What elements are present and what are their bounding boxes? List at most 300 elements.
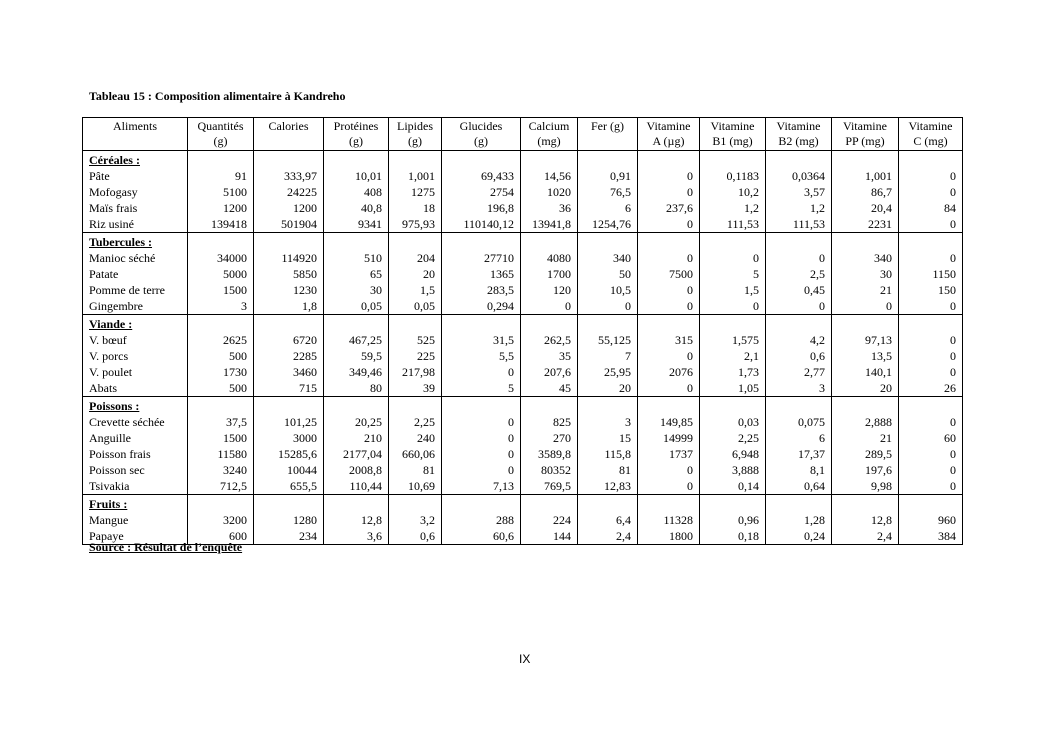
value-cell: 9341	[324, 216, 389, 233]
value-cell: 3,2	[389, 512, 442, 528]
value-cell: 55,125	[578, 332, 638, 348]
empty-cell	[254, 397, 324, 415]
header-row	[83, 118, 963, 151]
value-cell: 0	[832, 298, 899, 315]
value-cell: 2625	[188, 332, 254, 348]
empty-cell	[521, 151, 578, 169]
empty-cell	[188, 233, 254, 251]
table-title: Tableau 15 : Composition alimentaire à Kandreho	[89, 89, 346, 103]
value-cell: 150	[899, 282, 963, 298]
value-cell: 3	[188, 298, 254, 315]
value-cell: 2,25	[700, 430, 766, 446]
value-cell: 0,45	[766, 282, 832, 298]
value-cell: 0	[638, 462, 700, 478]
value-cell: 97,13	[832, 332, 899, 348]
group-header-row	[83, 233, 963, 251]
column-header-unit: C (mg)	[913, 134, 948, 148]
table-row	[83, 332, 963, 348]
empty-cell	[899, 233, 963, 251]
value-cell: 21	[832, 282, 899, 298]
column-header-unit: PP (mg)	[845, 134, 885, 148]
value-cell: 1,05	[700, 380, 766, 397]
empty-cell	[638, 151, 700, 169]
empty-cell	[899, 315, 963, 333]
value-cell: 10,01	[324, 168, 389, 184]
value-cell: 1280	[254, 512, 324, 528]
value-cell: 1365	[442, 266, 521, 282]
food-name-cell: V. bœuf	[83, 332, 188, 348]
value-cell: 500	[188, 380, 254, 397]
value-cell: 5000	[188, 266, 254, 282]
value-cell: 80352	[521, 462, 578, 478]
empty-cell	[832, 233, 899, 251]
table-row	[83, 512, 963, 528]
empty-cell	[188, 315, 254, 333]
empty-cell	[638, 315, 700, 333]
food-name-cell: Gingembre	[83, 298, 188, 315]
food-name-cell: Mofogasy	[83, 184, 188, 200]
value-cell: 510	[324, 250, 389, 266]
group-label: Poissons :	[83, 397, 188, 415]
empty-cell	[766, 233, 832, 251]
value-cell: 4080	[521, 250, 578, 266]
value-cell: 50	[578, 266, 638, 282]
value-cell: 2,888	[832, 414, 899, 430]
value-cell: 0	[899, 446, 963, 462]
value-cell: 0,075	[766, 414, 832, 430]
value-cell: 196,8	[442, 200, 521, 216]
source-note: Source : Résultat de l’enquête	[89, 540, 243, 554]
value-cell: 39	[389, 380, 442, 397]
value-cell: 217,98	[389, 364, 442, 380]
empty-cell	[442, 151, 521, 169]
empty-cell	[389, 315, 442, 333]
value-cell: 0,6	[389, 528, 442, 545]
value-cell: 3,6	[324, 528, 389, 545]
value-cell: 10,2	[700, 184, 766, 200]
group-header-row	[83, 397, 963, 415]
empty-cell	[324, 397, 389, 415]
value-cell: 7	[578, 348, 638, 364]
empty-cell	[188, 397, 254, 415]
value-cell: 0	[638, 282, 700, 298]
table-row	[83, 250, 963, 266]
column-header-line: Vitamine	[646, 119, 691, 133]
value-cell: 500	[188, 348, 254, 364]
value-cell: 210	[324, 430, 389, 446]
empty-cell	[899, 151, 963, 169]
value-cell: 0,64	[766, 478, 832, 495]
value-cell: 0,6	[766, 348, 832, 364]
value-cell: 4,2	[766, 332, 832, 348]
empty-cell	[324, 315, 389, 333]
value-cell: 1,001	[832, 168, 899, 184]
group-label: Viande :	[83, 315, 188, 333]
column-header-line: Vitamine	[908, 119, 953, 133]
value-cell: 14999	[638, 430, 700, 446]
empty-cell	[389, 151, 442, 169]
column-header-unit: (g)	[213, 134, 228, 148]
empty-cell	[766, 315, 832, 333]
food-name-cell: Anguille	[83, 430, 188, 446]
empty-cell	[324, 233, 389, 251]
empty-cell	[700, 233, 766, 251]
value-cell: 340	[578, 250, 638, 266]
table-row	[83, 282, 963, 298]
value-cell: 715	[254, 380, 324, 397]
value-cell: 139418	[188, 216, 254, 233]
value-cell: 2,5	[766, 266, 832, 282]
value-cell: 5100	[188, 184, 254, 200]
value-cell: 3,57	[766, 184, 832, 200]
value-cell: 1,001	[389, 168, 442, 184]
value-cell: 20,25	[324, 414, 389, 430]
value-cell: 21	[832, 430, 899, 446]
column-header-line: Lipides	[397, 119, 433, 133]
empty-cell	[254, 151, 324, 169]
value-cell: 1500	[188, 430, 254, 446]
value-cell: 14,56	[521, 168, 578, 184]
value-cell: 86,7	[832, 184, 899, 200]
food-name-cell: Maïs frais	[83, 200, 188, 216]
value-cell: 0	[638, 348, 700, 364]
value-cell: 1200	[188, 200, 254, 216]
value-cell: 65	[324, 266, 389, 282]
value-cell: 37,5	[188, 414, 254, 430]
value-cell: 10,5	[578, 282, 638, 298]
empty-cell	[578, 151, 638, 169]
column-header	[188, 118, 254, 151]
value-cell: 384	[899, 528, 963, 545]
empty-cell	[578, 233, 638, 251]
empty-cell	[389, 495, 442, 513]
value-cell: 81	[389, 462, 442, 478]
value-cell: 1,575	[700, 332, 766, 348]
value-cell: 0,18	[700, 528, 766, 545]
value-cell: 13,5	[832, 348, 899, 364]
empty-cell	[766, 397, 832, 415]
value-cell: 467,25	[324, 332, 389, 348]
column-header	[442, 118, 521, 151]
value-cell: 1,73	[700, 364, 766, 380]
value-cell: 111,53	[766, 216, 832, 233]
column-header-line: Protéines	[333, 119, 379, 133]
value-cell: 655,5	[254, 478, 324, 495]
value-cell: 289,5	[832, 446, 899, 462]
value-cell: 0	[899, 298, 963, 315]
empty-cell	[832, 397, 899, 415]
value-cell: 0	[442, 364, 521, 380]
value-cell: 0	[521, 298, 578, 315]
empty-cell	[521, 233, 578, 251]
value-cell: 1150	[899, 266, 963, 282]
value-cell: 349,46	[324, 364, 389, 380]
value-cell: 12,8	[324, 512, 389, 528]
food-name-cell: Tsivakia	[83, 478, 188, 495]
table-row	[83, 414, 963, 430]
table-row	[83, 364, 963, 380]
column-header	[324, 118, 389, 151]
value-cell: 2285	[254, 348, 324, 364]
food-name-cell: Crevette séchée	[83, 414, 188, 430]
page-number: IX	[519, 652, 531, 666]
value-cell: 2008,8	[324, 462, 389, 478]
column-header-unit: B2 (mg)	[778, 134, 819, 148]
value-cell: 110,44	[324, 478, 389, 495]
food-name-cell: Patate	[83, 266, 188, 282]
value-cell: 224	[521, 512, 578, 528]
value-cell: 13941,8	[521, 216, 578, 233]
value-cell: 0,91	[578, 168, 638, 184]
value-cell: 3	[578, 414, 638, 430]
value-cell: 1700	[521, 266, 578, 282]
empty-cell	[521, 397, 578, 415]
column-header-line: Calories	[268, 119, 309, 133]
value-cell: 34000	[188, 250, 254, 266]
value-cell: 111,53	[700, 216, 766, 233]
empty-cell	[254, 495, 324, 513]
value-cell: 10,69	[389, 478, 442, 495]
value-cell: 12,8	[832, 512, 899, 528]
value-cell: 0	[899, 332, 963, 348]
column-header	[766, 118, 832, 151]
value-cell: 26	[899, 380, 963, 397]
column-header	[578, 118, 638, 151]
table-row	[83, 380, 963, 397]
value-cell: 84	[899, 200, 963, 216]
value-cell: 11580	[188, 446, 254, 462]
value-cell: 207,6	[521, 364, 578, 380]
empty-cell	[254, 233, 324, 251]
column-header	[638, 118, 700, 151]
empty-cell	[700, 397, 766, 415]
column-header	[700, 118, 766, 151]
value-cell: 0	[899, 184, 963, 200]
value-cell: 825	[521, 414, 578, 430]
value-cell: 225	[389, 348, 442, 364]
value-cell: 1800	[638, 528, 700, 545]
value-cell: 0	[899, 216, 963, 233]
column-header-unit: A (µg)	[652, 134, 685, 148]
empty-cell	[832, 495, 899, 513]
value-cell: 0	[899, 168, 963, 184]
value-cell: 237,6	[638, 200, 700, 216]
food-name-cell: Mangue	[83, 512, 188, 528]
column-header-line: Glucides	[459, 119, 503, 133]
group-header-row	[83, 495, 963, 513]
value-cell: 10044	[254, 462, 324, 478]
table-row	[83, 266, 963, 282]
empty-cell	[700, 495, 766, 513]
empty-cell	[638, 397, 700, 415]
value-cell: 262,5	[521, 332, 578, 348]
value-cell: 91	[188, 168, 254, 184]
empty-cell	[324, 151, 389, 169]
column-header-line: Calcium	[528, 119, 570, 133]
value-cell: 0,05	[324, 298, 389, 315]
group-label: Céréales :	[83, 151, 188, 169]
value-cell: 6720	[254, 332, 324, 348]
value-cell: 1500	[188, 282, 254, 298]
value-cell: 5	[700, 266, 766, 282]
value-cell: 0	[899, 250, 963, 266]
table-row	[83, 462, 963, 478]
value-cell: 60,6	[442, 528, 521, 545]
food-name-cell: Pomme de terre	[83, 282, 188, 298]
value-cell: 0	[578, 298, 638, 315]
value-cell: 1230	[254, 282, 324, 298]
value-cell: 3	[766, 380, 832, 397]
value-cell: 0	[638, 478, 700, 495]
value-cell: 2754	[442, 184, 521, 200]
value-cell: 660,06	[389, 446, 442, 462]
value-cell: 110140,12	[442, 216, 521, 233]
table-row	[83, 216, 963, 233]
value-cell: 0	[899, 478, 963, 495]
column-header-line: Vitamine	[710, 119, 755, 133]
empty-cell	[578, 495, 638, 513]
empty-cell	[766, 151, 832, 169]
value-cell: 15	[578, 430, 638, 446]
empty-cell	[442, 495, 521, 513]
value-cell: 6	[766, 430, 832, 446]
value-cell: 0	[442, 414, 521, 430]
value-cell: 0,05	[389, 298, 442, 315]
value-cell: 1,5	[700, 282, 766, 298]
value-cell: 0	[638, 298, 700, 315]
value-cell: 20	[832, 380, 899, 397]
value-cell: 2177,04	[324, 446, 389, 462]
value-cell: 7500	[638, 266, 700, 282]
food-name-cell: Poisson frais	[83, 446, 188, 462]
value-cell: 0	[899, 364, 963, 380]
group-label: Fruits :	[83, 495, 188, 513]
value-cell: 1,2	[700, 200, 766, 216]
empty-cell	[188, 151, 254, 169]
value-cell: 80	[324, 380, 389, 397]
value-cell: 0	[638, 250, 700, 266]
column-header	[389, 118, 442, 151]
value-cell: 204	[389, 250, 442, 266]
table-row	[83, 430, 963, 446]
empty-cell	[766, 495, 832, 513]
table-row	[83, 348, 963, 364]
empty-cell	[442, 397, 521, 415]
value-cell: 0	[766, 298, 832, 315]
food-name-cell: Pâte	[83, 168, 188, 184]
food-name-cell: Abats	[83, 380, 188, 397]
column-header	[83, 118, 188, 151]
column-header-unit: (g)	[474, 134, 488, 148]
empty-cell	[389, 233, 442, 251]
value-cell: 20,4	[832, 200, 899, 216]
value-cell: 3240	[188, 462, 254, 478]
value-cell: 2,25	[389, 414, 442, 430]
value-cell: 140,1	[832, 364, 899, 380]
column-header-line: Vitamine	[776, 119, 821, 133]
value-cell: 24225	[254, 184, 324, 200]
value-cell: 76,5	[578, 184, 638, 200]
table-row	[83, 446, 963, 462]
empty-cell	[638, 495, 700, 513]
value-cell: 0	[700, 298, 766, 315]
value-cell: 234	[254, 528, 324, 545]
table-row	[83, 298, 963, 315]
value-cell: 40,8	[324, 200, 389, 216]
value-cell: 1,5	[389, 282, 442, 298]
value-cell: 3000	[254, 430, 324, 446]
value-cell: 2,1	[700, 348, 766, 364]
empty-cell	[442, 315, 521, 333]
column-header-line: Quantités	[197, 119, 244, 133]
value-cell: 769,5	[521, 478, 578, 495]
value-cell: 20	[389, 266, 442, 282]
value-cell: 1254,76	[578, 216, 638, 233]
value-cell: 1730	[188, 364, 254, 380]
value-cell: 27710	[442, 250, 521, 266]
empty-cell	[521, 495, 578, 513]
empty-cell	[899, 495, 963, 513]
value-cell: 2076	[638, 364, 700, 380]
food-composition-table	[82, 117, 963, 545]
table-row	[83, 200, 963, 216]
empty-cell	[832, 315, 899, 333]
value-cell: 1,8	[254, 298, 324, 315]
value-cell: 0,294	[442, 298, 521, 315]
value-cell: 712,5	[188, 478, 254, 495]
value-cell: 11328	[638, 512, 700, 528]
value-cell: 35	[521, 348, 578, 364]
value-cell: 31,5	[442, 332, 521, 348]
empty-cell	[638, 233, 700, 251]
value-cell: 333,97	[254, 168, 324, 184]
empty-cell	[578, 315, 638, 333]
value-cell: 0,24	[766, 528, 832, 545]
value-cell: 0	[899, 462, 963, 478]
value-cell: 0	[638, 380, 700, 397]
empty-cell	[832, 151, 899, 169]
value-cell: 0,96	[700, 512, 766, 528]
value-cell: 1737	[638, 446, 700, 462]
value-cell: 283,5	[442, 282, 521, 298]
value-cell: 340	[832, 250, 899, 266]
empty-cell	[578, 397, 638, 415]
value-cell: 30	[324, 282, 389, 298]
value-cell: 0	[442, 430, 521, 446]
empty-cell	[521, 315, 578, 333]
table-row	[83, 168, 963, 184]
value-cell: 9,98	[832, 478, 899, 495]
value-cell: 3200	[188, 512, 254, 528]
value-cell: 0,03	[700, 414, 766, 430]
value-cell: 0,0364	[766, 168, 832, 184]
empty-cell	[254, 315, 324, 333]
value-cell: 6,4	[578, 512, 638, 528]
value-cell: 6,948	[700, 446, 766, 462]
value-cell: 5	[442, 380, 521, 397]
empty-cell	[700, 151, 766, 169]
column-header	[254, 118, 324, 151]
value-cell: 0	[766, 250, 832, 266]
empty-cell	[389, 397, 442, 415]
value-cell: 149,85	[638, 414, 700, 430]
value-cell: 1275	[389, 184, 442, 200]
value-cell: 1200	[254, 200, 324, 216]
value-cell: 1,28	[766, 512, 832, 528]
empty-cell	[899, 397, 963, 415]
value-cell: 59,5	[324, 348, 389, 364]
group-header-row	[83, 151, 963, 169]
